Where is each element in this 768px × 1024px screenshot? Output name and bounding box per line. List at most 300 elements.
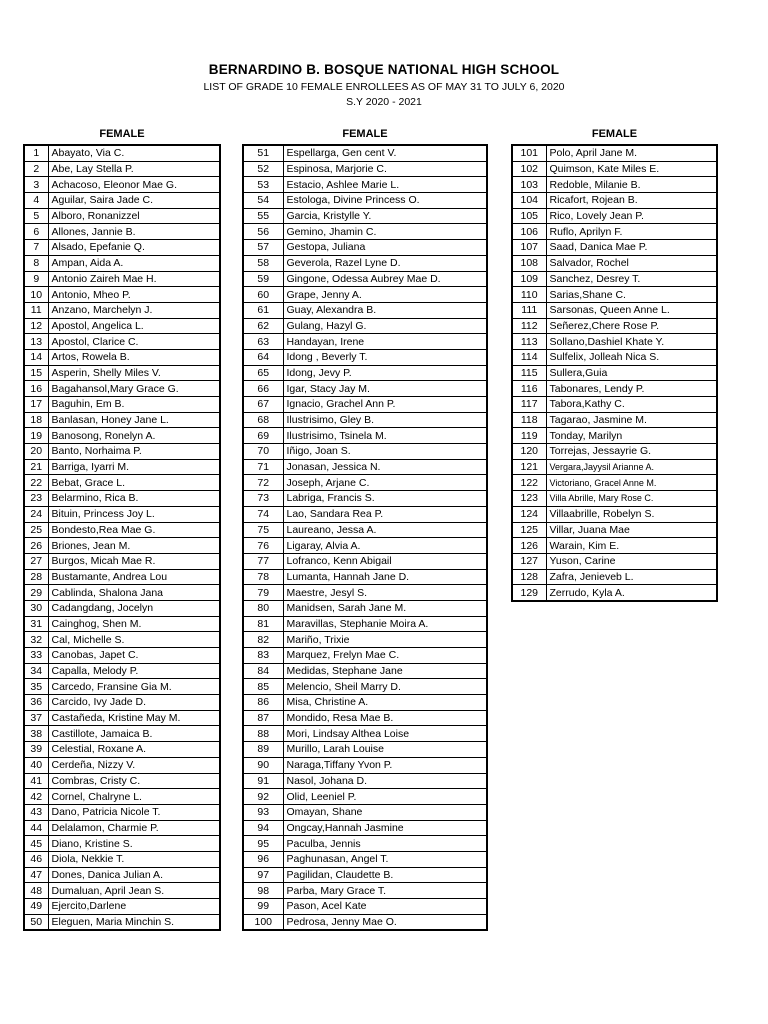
row-number: 35 — [24, 679, 48, 695]
enrollee-name: Marquez, Frelyn Mae C. — [283, 648, 487, 664]
table-row — [243, 616, 487, 632]
enrollee-name: Tagarao, Jasmine M. — [546, 412, 717, 428]
table-row — [24, 224, 220, 240]
enrollee-name: Apostol, Clarice C. — [48, 334, 220, 350]
row-number: 43 — [24, 804, 48, 820]
row-number: 23 — [24, 491, 48, 507]
enrollee-name: Cadangdang, Jocelyn — [48, 600, 220, 616]
table-row — [24, 318, 220, 334]
row-number: 93 — [243, 804, 283, 820]
table-row — [243, 397, 487, 413]
table-row — [24, 381, 220, 397]
row-number: 122 — [512, 475, 546, 491]
row-number: 109 — [512, 271, 546, 287]
table-row — [512, 240, 717, 256]
table-row — [243, 412, 487, 428]
enrollee-name: Yuson, Carine — [546, 553, 717, 569]
table-row — [24, 475, 220, 491]
enrollee-name: Señerez,Chere Rose P. — [546, 318, 717, 334]
enrollee-name: Handayan, Irene — [283, 334, 487, 350]
row-number: 97 — [243, 867, 283, 883]
enrollee-name: Tabonares, Lendy P. — [546, 381, 717, 397]
table-row — [512, 459, 717, 475]
row-number: 87 — [243, 710, 283, 726]
enrollee-name: Paculba, Jennis — [283, 836, 487, 852]
table-row — [243, 177, 487, 193]
row-number: 80 — [243, 600, 283, 616]
row-number: 121 — [512, 459, 546, 475]
row-number: 89 — [243, 742, 283, 758]
row-number: 13 — [24, 334, 48, 350]
enrollee-name: Rico, Lovely Jean P. — [546, 208, 717, 224]
row-number: 118 — [512, 412, 546, 428]
row-number: 123 — [512, 491, 546, 507]
enrollee-name: Antonio, Mheo P. — [48, 287, 220, 303]
enrollee-name: Lao, Sandara Rea P. — [283, 506, 487, 522]
enrollee-name: Joseph, Arjane C. — [283, 475, 487, 491]
table-row — [243, 899, 487, 915]
table-row — [24, 161, 220, 177]
table-row — [24, 632, 220, 648]
enrollee-name: Dones, Danica Julian A. — [48, 867, 220, 883]
table-row — [512, 287, 717, 303]
enrollee-name: Medidas, Stephane Jane — [283, 663, 487, 679]
row-number: 34 — [24, 663, 48, 679]
row-number: 113 — [512, 334, 546, 350]
enrollee-name: Garcia, Kristylle Y. — [283, 208, 487, 224]
enrollee-name: Allones, Jannie B. — [48, 224, 220, 240]
enrollee-name: Diola, Nekkie T. — [48, 851, 220, 867]
row-number: 18 — [24, 412, 48, 428]
row-number: 42 — [24, 789, 48, 805]
row-number: 10 — [24, 287, 48, 303]
table-row — [24, 600, 220, 616]
row-number: 57 — [243, 240, 283, 256]
enrollee-name: Cablinda, Shalona Jana — [48, 585, 220, 601]
row-number: 91 — [243, 773, 283, 789]
enrollee-name: Bondesto,Rea Mae G. — [48, 522, 220, 538]
table-row — [512, 585, 717, 601]
table-row — [24, 851, 220, 867]
enrollee-name: Gestopa, Juliana — [283, 240, 487, 256]
enrollee-name: Guay, Alexandra B. — [283, 302, 487, 318]
row-number: 84 — [243, 663, 283, 679]
list-subtitle: LIST OF GRADE 10 FEMALE ENROLLEES AS OF MAY 31 TO JULY 6, 2020 — [203, 81, 565, 93]
enrollee-name: Asperin, Shelly Miles V. — [48, 365, 220, 381]
row-number: 55 — [243, 208, 283, 224]
table-row — [243, 679, 487, 695]
enrollee-name: Paghunasan, Angel T. — [283, 851, 487, 867]
row-number: 33 — [24, 648, 48, 664]
enrollee-name: Jonasan, Jessica N. — [283, 459, 487, 475]
enrollee-name: Delalamon, Charmie P. — [48, 820, 220, 836]
table-row — [512, 428, 717, 444]
table-row — [243, 820, 487, 836]
table-row — [243, 224, 487, 240]
row-number: 103 — [512, 177, 546, 193]
table-row — [24, 663, 220, 679]
row-number: 25 — [24, 522, 48, 538]
table-row — [243, 349, 487, 365]
enrollee-name: Capalla, Melody P. — [48, 663, 220, 679]
row-number: 17 — [24, 397, 48, 413]
table-row — [512, 475, 717, 491]
table-row — [243, 648, 487, 664]
table-row — [24, 412, 220, 428]
table-row — [24, 193, 220, 209]
table-row — [24, 491, 220, 507]
row-number: 76 — [243, 538, 283, 554]
table-row — [24, 804, 220, 820]
table-row — [243, 522, 487, 538]
row-number: 90 — [243, 757, 283, 773]
enrollee-name: Sulfelix, Jolleah Nica S. — [546, 349, 717, 365]
enrollee-name: Saad, Danica Mae P. — [546, 240, 717, 256]
row-number: 54 — [243, 193, 283, 209]
table-row — [243, 726, 487, 742]
table-row — [243, 789, 487, 805]
row-number: 83 — [243, 648, 283, 664]
table-row — [243, 538, 487, 554]
row-number: 29 — [24, 585, 48, 601]
enrollee-name: Villar, Juana Mae — [546, 522, 717, 538]
row-number: 37 — [24, 710, 48, 726]
table-row — [243, 381, 487, 397]
enrollee-name: Combras, Cristy C. — [48, 773, 220, 789]
table-row — [512, 381, 717, 397]
table-row — [243, 302, 487, 318]
row-number: 32 — [24, 632, 48, 648]
enrollee-name: Parba, Mary Grace T. — [283, 883, 487, 899]
table-row — [24, 836, 220, 852]
row-number: 64 — [243, 349, 283, 365]
table-row — [243, 444, 487, 460]
enrollee-name: Redoble, Milanie B. — [546, 177, 717, 193]
row-number: 60 — [243, 287, 283, 303]
enrollee-name: Sollano,Dashiel Khate Y. — [546, 334, 717, 350]
enrollee-name: Ricafort, Rojean B. — [546, 193, 717, 209]
enrollee-table-3 — [511, 144, 718, 602]
row-number: 75 — [243, 522, 283, 538]
table-row — [243, 459, 487, 475]
table-row — [243, 287, 487, 303]
row-number: 73 — [243, 491, 283, 507]
table-row — [24, 334, 220, 350]
row-number: 62 — [243, 318, 283, 334]
row-number: 124 — [512, 506, 546, 522]
enrollee-name: Belarmino, Rica B. — [48, 491, 220, 507]
table-row — [243, 208, 487, 224]
table-row — [243, 271, 487, 287]
table-row — [24, 271, 220, 287]
enrollee-name: Antonio Zaireh Mae H. — [48, 271, 220, 287]
enrollee-name: Nasol, Johana D. — [283, 773, 487, 789]
row-number: 68 — [243, 412, 283, 428]
table-row — [24, 553, 220, 569]
enrollee-name: Torrejas, Jessayrie G. — [546, 444, 717, 460]
row-number: 15 — [24, 365, 48, 381]
table-row — [243, 334, 487, 350]
row-number: 19 — [24, 428, 48, 444]
enrollee-name: Tabora,Kathy C. — [546, 397, 717, 413]
row-number: 79 — [243, 585, 283, 601]
enrollee-name: Abayato, Via C. — [48, 145, 220, 161]
table-row — [512, 553, 717, 569]
row-number: 104 — [512, 193, 546, 209]
enrollee-name: Ongcay,Hannah Jasmine — [283, 820, 487, 836]
row-number: 63 — [243, 334, 283, 350]
enrollee-name: Espellarga, Gen cent V. — [283, 145, 487, 161]
table-row — [24, 255, 220, 271]
row-number: 61 — [243, 302, 283, 318]
row-number: 26 — [24, 538, 48, 554]
row-number: 85 — [243, 679, 283, 695]
row-number: 3 — [24, 177, 48, 193]
row-number: 106 — [512, 224, 546, 240]
table-row — [24, 695, 220, 711]
row-number: 111 — [512, 302, 546, 318]
table-row — [512, 271, 717, 287]
enrollee-name: Ruflo, Aprilyn F. — [546, 224, 717, 240]
table-row — [24, 773, 220, 789]
table-row — [24, 538, 220, 554]
table-row — [512, 506, 717, 522]
enrollee-name: Labriga, Francis S. — [283, 491, 487, 507]
table-row — [512, 365, 717, 381]
table-row — [243, 491, 487, 507]
row-number: 20 — [24, 444, 48, 460]
row-number: 70 — [243, 444, 283, 460]
table-row — [24, 506, 220, 522]
school-name: BERNARDINO B. BOSQUE NATIONAL HIGH SCHOOL — [208, 62, 560, 77]
table-row — [24, 899, 220, 915]
enrollee-name: Barriga, Iyarri M. — [48, 459, 220, 475]
row-number: 27 — [24, 553, 48, 569]
enrollee-table-1 — [23, 144, 221, 931]
enrollee-name: Gulang, Hazyl G. — [283, 318, 487, 334]
enrollee-name: Idong , Beverly T. — [283, 349, 487, 365]
table-row — [512, 302, 717, 318]
enrollee-name: Cal, Michelle S. — [48, 632, 220, 648]
enrollee-name: Briones, Jean M. — [48, 538, 220, 554]
table-row — [24, 240, 220, 256]
enrollee-name: Artos, Rowela B. — [48, 349, 220, 365]
table-row — [24, 569, 220, 585]
table-row — [243, 914, 487, 930]
row-number: 115 — [512, 365, 546, 381]
enrollee-name: Pagilidan, Claudette B. — [283, 867, 487, 883]
row-number: 98 — [243, 883, 283, 899]
table-row — [243, 757, 487, 773]
enrollee-name: Espinosa, Marjorie C. — [283, 161, 487, 177]
enrollee-name: Sarias,Shane C. — [546, 287, 717, 303]
table-row — [243, 742, 487, 758]
row-number: 86 — [243, 695, 283, 711]
enrollee-name: Salvador, Rochel — [546, 255, 717, 271]
enrollee-name: Villaabrille, Robelyn S. — [546, 506, 717, 522]
row-number: 5 — [24, 208, 48, 224]
row-number: 40 — [24, 757, 48, 773]
enrollee-name: Alsado, Epefanie Q. — [48, 240, 220, 256]
row-number: 66 — [243, 381, 283, 397]
table-row — [512, 224, 717, 240]
table-row — [512, 569, 717, 585]
row-number: 88 — [243, 726, 283, 742]
table-row — [243, 240, 487, 256]
row-number: 28 — [24, 569, 48, 585]
row-number: 24 — [24, 506, 48, 522]
row-number: 49 — [24, 899, 48, 915]
table-row — [243, 428, 487, 444]
row-number: 38 — [24, 726, 48, 742]
table-row — [243, 585, 487, 601]
column-heading-2: FEMALE — [342, 128, 388, 140]
row-number: 105 — [512, 208, 546, 224]
enrollee-name: Cerdeña, Nizzy V. — [48, 757, 220, 773]
enrollee-name: Burgos, Micah Mae R. — [48, 553, 220, 569]
table-row — [243, 804, 487, 820]
row-number: 69 — [243, 428, 283, 444]
enrollee-name: Anzano, Marchelyn J. — [48, 302, 220, 318]
table-row — [243, 161, 487, 177]
row-number: 16 — [24, 381, 48, 397]
enrollee-name: Manidsen, Sarah Jane M. — [283, 600, 487, 616]
table-row — [243, 569, 487, 585]
row-number: 99 — [243, 899, 283, 915]
enrollee-name: Iñigo, Joan S. — [283, 444, 487, 460]
table-row — [24, 757, 220, 773]
table-row — [24, 867, 220, 883]
enrollee-name: Sullera,Guia — [546, 365, 717, 381]
row-number: 12 — [24, 318, 48, 334]
table-row — [243, 553, 487, 569]
enrollee-name: Gingone, Odessa Aubrey Mae D. — [283, 271, 487, 287]
enrollee-name: Castillote, Jamaica B. — [48, 726, 220, 742]
table-row — [24, 522, 220, 538]
table-row — [24, 444, 220, 460]
table-row — [512, 318, 717, 334]
row-number: 125 — [512, 522, 546, 538]
row-number: 22 — [24, 475, 48, 491]
table-row — [243, 365, 487, 381]
table-row — [24, 459, 220, 475]
row-number: 30 — [24, 600, 48, 616]
enrollee-name: Pason, Acel Kate — [283, 899, 487, 915]
enrollee-name: Villa Abrille, Mary Rose C. — [546, 491, 717, 507]
table-row — [24, 883, 220, 899]
enrollee-table-2 — [242, 144, 488, 931]
enrollee-name: Maestre, Jesyl S. — [283, 585, 487, 601]
enrollee-name: Lofranco, Kenn Abigail — [283, 553, 487, 569]
table-row — [24, 302, 220, 318]
enrollee-name: Canobas, Japet C. — [48, 648, 220, 664]
enrollee-name: Tonday, Marilyn — [546, 428, 717, 444]
enrollee-name: Zafra, Jenieveb L. — [546, 569, 717, 585]
enrollee-name: Geverola, Razel Lyne D. — [283, 255, 487, 271]
enrollee-name: Banosong, Ronelyn A. — [48, 428, 220, 444]
row-number: 82 — [243, 632, 283, 648]
table-row — [24, 710, 220, 726]
enrollee-name: Pedrosa, Jenny Mae O. — [283, 914, 487, 930]
row-number: 36 — [24, 695, 48, 711]
table-row — [24, 177, 220, 193]
table-row — [243, 506, 487, 522]
enrollee-name: Apostol, Angelica L. — [48, 318, 220, 334]
table-row — [24, 742, 220, 758]
table-row — [512, 193, 717, 209]
table-row — [24, 397, 220, 413]
enrollee-name: Lumanta, Hannah Jane D. — [283, 569, 487, 585]
table-row — [243, 883, 487, 899]
enrollee-name: Murillo, Larah Louise — [283, 742, 487, 758]
enrollee-name: Ilustrisimo, Tsinela M. — [283, 428, 487, 444]
table-row — [243, 851, 487, 867]
enrollee-name: Estacio, Ashlee Marie L. — [283, 177, 487, 193]
enrollee-name: Banto, Norhaima P. — [48, 444, 220, 460]
enrollee-name: Mori, Lindsay Althea Loise — [283, 726, 487, 742]
row-number: 21 — [24, 459, 48, 475]
row-number: 94 — [243, 820, 283, 836]
table-row — [243, 773, 487, 789]
enrollee-name: Aguilar, Saira Jade C. — [48, 193, 220, 209]
enrollee-name: Gemino, Jhamin C. — [283, 224, 487, 240]
enrollee-name: Diano, Kristine S. — [48, 836, 220, 852]
table-row — [24, 616, 220, 632]
table-row — [24, 914, 220, 930]
table-row — [512, 491, 717, 507]
enrollee-name: Igar, Stacy Jay M. — [283, 381, 487, 397]
row-number: 39 — [24, 742, 48, 758]
row-number: 48 — [24, 883, 48, 899]
enrollee-name: Polo, April Jane M. — [546, 145, 717, 161]
row-number: 47 — [24, 867, 48, 883]
table-row — [243, 145, 487, 161]
row-number: 9 — [24, 271, 48, 287]
enrollee-name: Melencio, Sheil Marry D. — [283, 679, 487, 695]
table-row — [512, 397, 717, 413]
enrollee-name: Ignacio, Grachel Ann P. — [283, 397, 487, 413]
school-year: S.Y 2020 - 2021 — [346, 96, 422, 108]
enrollee-name: Warain, Kim E. — [546, 538, 717, 554]
row-number: 67 — [243, 397, 283, 413]
column-heading-1: FEMALE — [99, 128, 145, 140]
enrollee-name: Abe, Lay Stella P. — [48, 161, 220, 177]
row-number: 46 — [24, 851, 48, 867]
row-number: 71 — [243, 459, 283, 475]
row-number: 119 — [512, 428, 546, 444]
table-row — [512, 412, 717, 428]
row-number: 41 — [24, 773, 48, 789]
row-number: 126 — [512, 538, 546, 554]
table-row — [243, 318, 487, 334]
row-number: 127 — [512, 553, 546, 569]
row-number: 8 — [24, 255, 48, 271]
row-number: 108 — [512, 255, 546, 271]
enrollee-name: Laureano, Jessa A. — [283, 522, 487, 538]
row-number: 107 — [512, 240, 546, 256]
enrollee-name: Estologa, Divine Princess O. — [283, 193, 487, 209]
row-number: 58 — [243, 255, 283, 271]
enrollee-name: Sanchez, Desrey T. — [546, 271, 717, 287]
table-row — [512, 255, 717, 271]
table-row — [24, 726, 220, 742]
row-number: 56 — [243, 224, 283, 240]
enrollee-name: Grape, Jenny A. — [283, 287, 487, 303]
table-row — [512, 145, 717, 161]
table-row — [243, 632, 487, 648]
table-row — [512, 444, 717, 460]
enrollee-name: Eleguen, Maria Minchin S. — [48, 914, 220, 930]
